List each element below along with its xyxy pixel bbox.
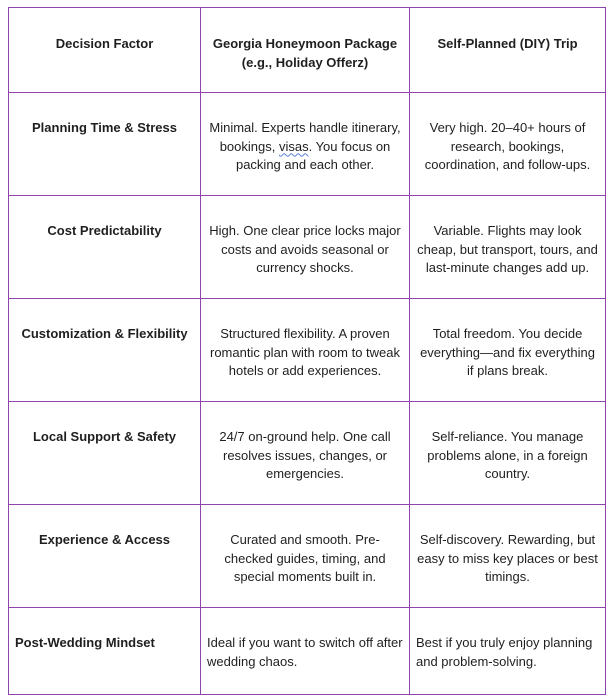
factor-cell: Planning Time & Stress <box>9 93 201 195</box>
table-row <box>9 505 606 608</box>
table-header-row <box>9 8 606 93</box>
spellcheck-flagged-word: visas <box>278 138 309 154</box>
factor-cell: Cost Predictability <box>9 196 201 298</box>
header-diy: Self-Planned (DIY) Trip <box>410 8 606 92</box>
table-row <box>9 196 606 299</box>
package-cell <box>201 93 410 195</box>
table-row <box>9 608 606 695</box>
package-text: Minimal. Experts handle itinerary, bookings, <box>209 120 401 154</box>
package-cell: Ideal if you want to switch off after wedding chaos. <box>201 608 410 694</box>
table-row <box>9 93 606 196</box>
table-row <box>9 402 606 505</box>
package-cell: Curated and smooth. Pre-checked guides, timing, and special moments built in. <box>201 505 410 607</box>
package-cell: Structured flexibility. A proven romantic plan with room to tweak hotels or add experiences. <box>201 299 410 401</box>
comparison-table <box>8 7 606 695</box>
diy-cell: Variable. Flights may look cheap, but transport, tours, and last-minute changes add up. <box>410 196 606 298</box>
factor-cell: Customization & Flexibility <box>9 299 201 401</box>
header-decision-factor: Decision Factor <box>9 8 201 92</box>
table-row <box>9 299 606 402</box>
diy-cell: Total freedom. You decide everything—and fix everything if plans break. <box>410 299 606 401</box>
factor-cell: Experience & Access <box>9 505 201 607</box>
diy-cell: Best if you truly enjoy planning and problem-solving. <box>410 608 606 694</box>
package-cell: High. One clear price locks major costs and avoids seasonal or currency shocks. <box>201 196 410 298</box>
diy-cell: Self-reliance. You manage problems alone, in a foreign country. <box>410 402 606 504</box>
diy-cell: Self-discovery. Rewarding, but easy to miss key places or best timings. <box>410 505 606 607</box>
diy-cell: Very high. 20–40+ hours of research, bookings, coordination, and follow-ups. <box>410 93 606 195</box>
package-text: . You focus on packing and each other. <box>235 138 391 172</box>
header-package: Georgia Honeymoon Package (e.g., Holiday Offerz) <box>201 8 410 92</box>
factor-cell: Post-Wedding Mindset <box>9 608 201 694</box>
factor-cell: Local Support & Safety <box>9 402 201 504</box>
package-cell: 24/7 on-ground help. One call resolves issues, changes, or emergencies. <box>201 402 410 504</box>
